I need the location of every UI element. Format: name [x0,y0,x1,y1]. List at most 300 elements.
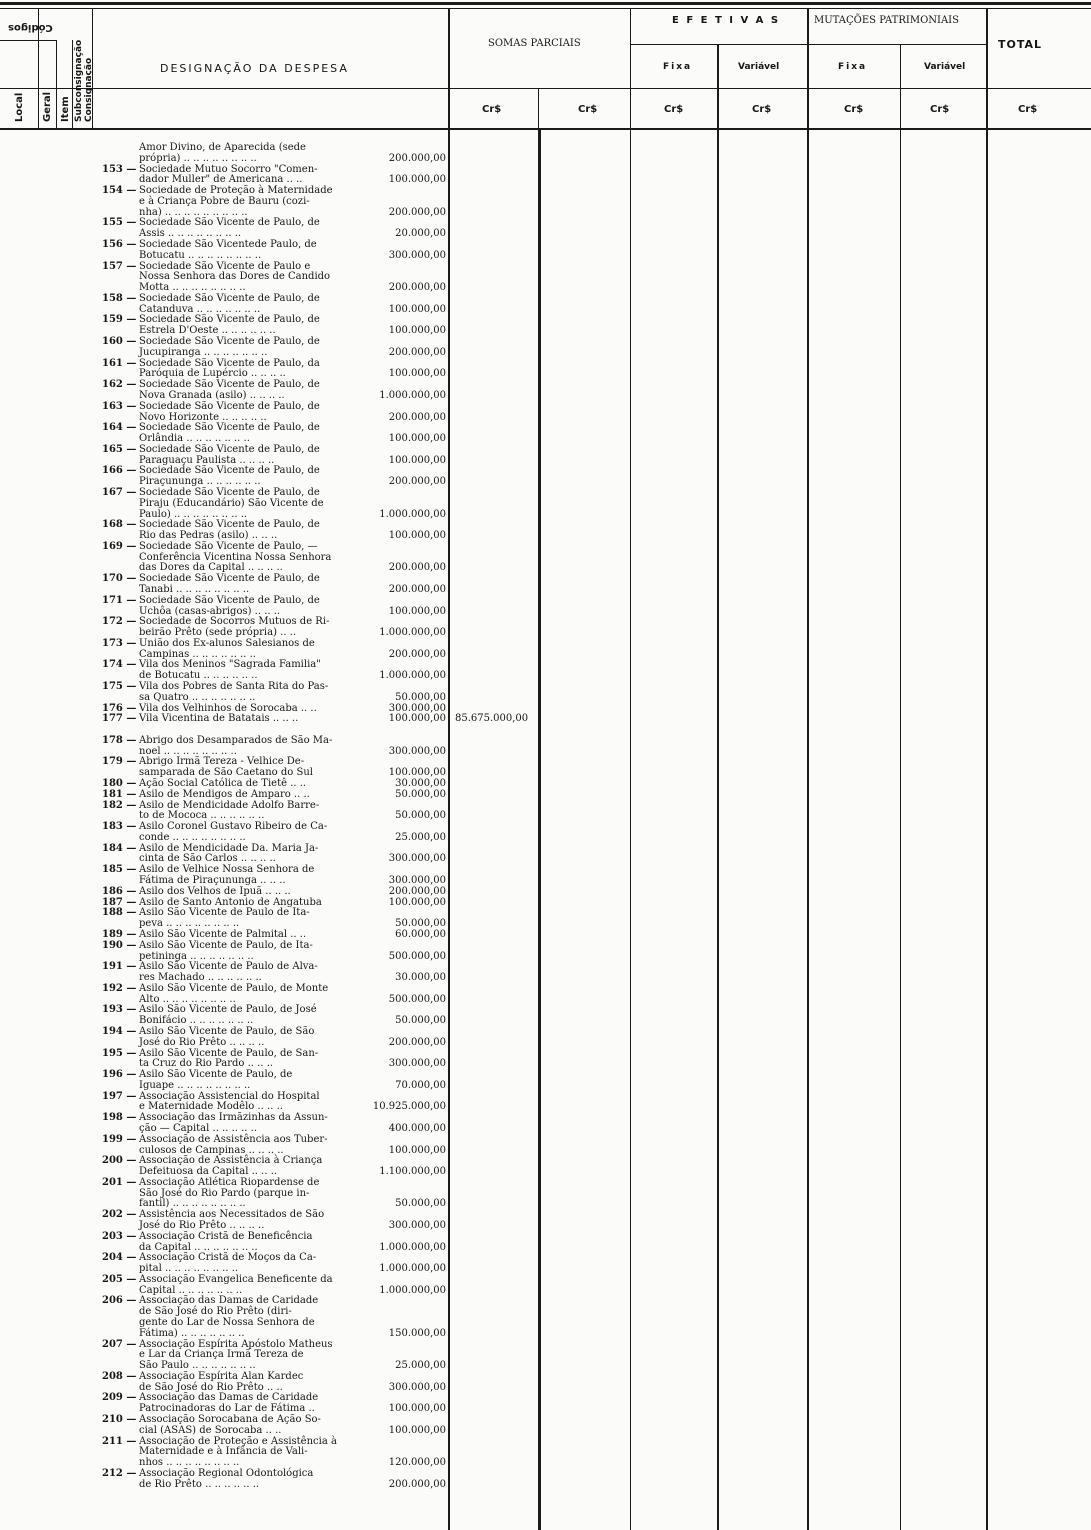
expense-line [102,477,372,487]
expense-description: Nova Granada (asilo) .. .. .. .. [139,390,285,401]
item-header: Item [60,96,71,122]
expense-value: 500.000,00 [388,994,446,1005]
expense-line [102,1469,372,1479]
expense-value: 100.000,00 [388,325,446,336]
expense-description: Asilo de Velhice Nossa Senhora de [139,864,315,875]
expense-description: Sociedade São Vicente de Paulo, de [139,401,320,412]
item-number: 156 — [102,239,137,250]
expense-value: 200.000,00 [388,153,446,164]
expense-value: 300.000,00 [388,1220,446,1231]
expense-description: de São José do Rio Prêto (diri- [139,1306,292,1317]
expense-description: Asilo de Mendicidade Da. Maria Ja- [139,843,319,854]
subheader-rule [0,88,1091,89]
expense-description: pital .. .. .. .. .. .. .. .. [139,1263,239,1274]
expense-line [102,811,372,821]
expense-line [102,984,372,994]
partial-sum: 85.675.000,00 [455,713,529,724]
designacao-header: DESIGNAÇÃO DA DESPESA [160,62,349,75]
expense-value: 50.000,00 [395,810,446,821]
expense-line [102,822,372,832]
expense-value: 150.000,00 [388,1328,446,1339]
expense-description: Associação Espírita Alan Kardec [139,1371,304,1382]
expense-value: 200.000,00 [388,584,446,595]
expense-line [102,1329,372,1339]
item-number: 210 — [102,1414,137,1425]
expense-description: Sociedade São Vicente de Paulo, de [139,314,320,325]
expense-line [102,757,372,767]
expense-line [102,1275,372,1285]
expense-line [102,585,372,595]
item-number: 167 — [102,487,137,498]
expense-line [102,1393,372,1403]
item-number: 176 — [102,703,137,714]
expense-value: 1.000.000,00 [379,390,446,401]
local-header: Local [14,92,25,122]
expense-description: Associação Sorocabana de Ação So- [139,1414,321,1425]
expense-description: sa Quatro .. .. .. .. .. .. .. [139,692,256,703]
expense-value: 200.000,00 [388,412,446,423]
expense-value: 200.000,00 [388,649,446,660]
expense-line [102,628,372,638]
expense-description: São José do Rio Pardo (parque in- [139,1188,310,1199]
expense-description: Ação Social Católica de Tietê .. .. [139,778,307,789]
item-number: 202 — [102,1209,137,1220]
expense-line [102,833,372,843]
expense-line [102,434,372,444]
expense-value: 300.000,00 [388,1382,446,1393]
expense-description: Motta .. .. .. .. .. .. .. .. [139,282,246,293]
expense-line [102,725,372,735]
expense-line [102,369,372,379]
expense-description: Asilo São Vicente de Paulo, de São [139,1026,315,1037]
expense-line [102,973,372,983]
expense-value: 500.000,00 [388,951,446,962]
item-number: 197 — [102,1091,137,1102]
expense-description: Uchôa (casas-abrigos) .. .. .. [139,606,281,617]
expense-description: de Botucatu .. .. .. .. .. .. [139,670,258,681]
item-number: 154 — [102,185,137,196]
item-number: 165 — [102,444,137,455]
expense-description: Sociedade São Vicente de Paulo, de [139,465,320,476]
expense-description: Asilo São Vicente de Paulo, de José [139,1004,317,1015]
expense-description: Rio das Pedras (asilo) .. .. .. [139,530,278,541]
item-number: 207 — [102,1339,137,1350]
expense-line [102,887,372,897]
expense-line [102,865,372,875]
expense-description: e Lar da Criança Irmã Tereza de [139,1349,304,1360]
expense-description: Associação Cristã de Moços da Ca- [139,1252,317,1263]
item-number: 153 — [102,164,137,175]
expense-value: 100.000,00 [388,368,446,379]
expense-value: 100.000,00 [388,897,446,908]
col-rule-efetivas [630,8,631,1530]
expense-line [102,326,372,336]
expense-line [102,1167,372,1177]
expense-line [102,1458,372,1468]
expense-description: Sociedade São Vicente de Paulo, de [139,595,320,606]
expense-line [102,542,372,552]
expense-description: da Capital .. .. .. .. .. .. .. [139,1242,258,1253]
expense-line [102,617,372,627]
expense-description: Iguape .. .. .. .. .. .. .. .. [139,1080,251,1091]
expense-description: Asilo de Mendigos de Amparo .. .. [139,789,310,800]
expense-description: cinta de São Carlos .. .. .. .. [139,853,276,864]
expense-line [102,402,372,412]
expense-line [102,240,372,250]
expense-line [102,1318,372,1328]
expense-value: 1.000.000,00 [379,1242,446,1253]
currency-variavel: Cr$ [752,104,772,115]
expense-line [102,1102,372,1112]
expense-line [102,531,372,541]
item-number: 186 — [102,886,137,897]
expense-description: peva .. .. .. .. .. .. .. .. [139,918,240,929]
expense-line [102,1307,372,1317]
expense-description: culosos de Campinas .. .. .. .. [139,1145,284,1156]
expense-description: Vila dos Meninos "Sagrada Familia" [139,659,321,670]
item-number: 191 — [102,961,137,972]
currency-variavel-2: Cr$ [930,104,950,115]
expense-description: União dos Ex-alunos Salesianos de [139,638,315,649]
item-number: 166 — [102,465,137,476]
expense-description: Asilo São Vicente de Paulo, de Monte [139,983,329,994]
expense-description: Asilo São Vicente de Paulo de Ita- [139,907,310,918]
codigos-header: Códigos [8,22,53,33]
expense-line [102,499,372,509]
col-rule-fixa [717,44,719,1530]
expense-description: nhos .. .. .. .. .. .. .. .. [139,1457,240,1468]
expense-description: Sociedade São Vicente de Paulo, de [139,573,320,584]
expense-value: 200.000,00 [388,562,446,573]
expense-line [102,1264,372,1274]
consignacao-header: Consignação [84,57,94,122]
expense-line [102,218,372,228]
expense-line [102,251,372,261]
expense-value: 300.000,00 [388,746,446,757]
item-number: 159 — [102,314,137,325]
top-rule-thin [0,8,1091,9]
expense-description: ção — Capital .. .. .. .. .. [139,1123,258,1134]
expense-description: Associação Atlética Riopardense de [139,1177,320,1188]
expense-description: samparada de São Caetano do Sul [139,767,313,778]
expense-line [102,1447,372,1457]
expense-line [102,779,372,789]
expense-description: própria) .. .. .. .. .. .. .. .. [139,153,257,164]
expense-description: Orlândia .. .. .. .. .. .. .. [139,433,250,444]
expense-line [102,876,372,886]
expense-description: Sociedade São Vicente de Paulo, de [139,336,320,347]
expense-line [102,1426,372,1436]
expense-description: José do Rio Prêto .. .. .. .. [139,1037,265,1048]
expense-line [102,488,372,498]
item-number: 173 — [102,638,137,649]
col-rule [72,40,73,130]
mutacoes-header: MUTAÇÕES PATRIMONIAIS [814,15,959,26]
expense-description: Vila dos Pobres de Santa Rita do Pas- [139,681,329,692]
item-number: 193 — [102,1004,137,1015]
expense-description: Capital .. .. .. .. .. .. .. [139,1285,243,1296]
item-number: 190 — [102,940,137,951]
expense-line [102,1124,372,1134]
item-number: 203 — [102,1231,137,1242]
expense-value: 30.000,00 [395,972,446,983]
expense-description: Associação Cristã de Beneficência [139,1231,313,1242]
expense-description: Vila Vicentina de Batatais .. .. .. [139,713,299,724]
expense-value: 100.000,00 [388,713,446,724]
expense-description: Asilo de Mendicidade Adolfo Barre- [139,800,320,811]
item-number: 198 — [102,1112,137,1123]
expense-description: Fátima de Piraçununga .. .. .. [139,875,286,886]
expense-line [102,1016,372,1026]
top-rule [0,2,1091,5]
expense-value: 100.000,00 [388,174,446,185]
expense-line [102,790,372,800]
expense-value: 25.000,00 [395,832,446,843]
expense-description: Associação das Damas de Caridade [139,1295,319,1306]
expense-line [102,1372,372,1382]
expense-description: Campinas .. .. .. .. .. .. .. [139,649,256,660]
expense-value: 100.000,00 [388,767,446,778]
expense-value: 20.000,00 [395,228,446,239]
expense-description: José do Rio Prêto .. .. .. .. [139,1220,265,1231]
item-number: 181 — [102,789,137,800]
somas-parciais-divider [538,130,541,1530]
expense-value: 100.000,00 [388,1403,446,1414]
expense-line [102,574,372,584]
expense-line [102,1296,372,1306]
expense-line [102,229,372,239]
expense-description: de Rio Prêto .. .. .. .. .. .. [139,1479,260,1490]
expense-line [102,736,372,746]
item-number: 182 — [102,800,137,811]
somas-parciais-header: SOMAS PARCIAIS [488,38,581,49]
expense-line [102,1070,372,1080]
item-number: 169 — [102,541,137,552]
item-number: 177 — [102,713,137,724]
item-number: 206 — [102,1295,137,1306]
expense-value: 1.100.000,00 [379,1166,446,1177]
expense-value: 400.000,00 [388,1123,446,1134]
expense-value: 200.000,00 [388,1037,446,1048]
expense-description: Associação das Damas de Caridade [139,1392,319,1403]
expense-line [102,1361,372,1371]
item-number: 212 — [102,1468,137,1479]
expense-description: Sociedade São Vicente de Paulo, de [139,293,320,304]
currency-fixa-2: Cr$ [844,104,864,115]
item-number: 205 — [102,1274,137,1285]
item-number: 204 — [102,1252,137,1263]
expense-description: Paulo) .. .. .. .. .. .. .. .. [139,509,248,520]
expense-line [102,423,372,433]
expense-value: 200.000,00 [388,476,446,487]
expense-value: 200.000,00 [388,1479,446,1490]
expense-line [102,563,372,573]
expense-line [102,466,372,476]
expense-line [102,186,372,196]
expense-line [102,919,372,929]
expense-value: 200.000,00 [388,886,446,897]
expense-line [102,1027,372,1037]
expense-description: Sociedade São Vicente de Paulo, da [139,358,320,369]
expense-description: gente do Lar de Nossa Senhora de [139,1317,315,1328]
item-number: 188 — [102,907,137,918]
expense-line [102,1081,372,1091]
item-number: 184 — [102,843,137,854]
item-number: 171 — [102,595,137,606]
expense-description: Assistência aos Necessitados de São [139,1209,325,1220]
expense-line [102,1038,372,1048]
expense-value: 50.000,00 [395,789,446,800]
expense-description: Associação Evangelica Beneficente da [139,1274,333,1285]
expense-value: 50.000,00 [395,1015,446,1026]
expense-line [102,854,372,864]
expense-description: Paróquia de Lupércio .. .. .. .. [139,368,286,379]
expense-value: 300.000,00 [388,875,446,886]
expense-line [102,1178,372,1188]
expense-line [102,348,372,358]
col-rule-fixa2 [900,44,901,1530]
expense-line [102,197,372,207]
expense-description: Piraçununga .. .. .. .. .. .. [139,476,261,487]
expense-description: Asilo São Vicente de Paulo de Alva- [139,961,318,972]
expense-description: e Maternidade Modêlo .. .. .. [139,1101,283,1112]
expense-description: Bonifácio .. .. .. .. .. .. .. [139,1015,254,1026]
expense-description: Asilo São Vicente de Paulo, de Ita- [139,940,313,951]
expense-line [102,1059,372,1069]
codigos-underline [0,40,56,41]
expense-line [102,962,372,972]
expense-value: 1.000.000,00 [379,509,446,520]
expense-line [102,596,372,606]
item-number: 208 — [102,1371,137,1382]
expense-line [102,1199,372,1209]
expense-line [102,520,372,530]
item-number: 200 — [102,1155,137,1166]
item-number: 155 — [102,217,137,228]
expense-value: 100.000,00 [388,530,446,541]
expense-description: noel .. .. .. .. .. .. .. .. [139,746,237,757]
expense-line [102,1415,372,1425]
expense-value: 100.000,00 [388,606,446,617]
expense-description: Sociedade Mutuo Socorro "Comen- [139,164,318,175]
expense-description: Patrocinadoras do Lar de Fátima .. [139,1403,315,1414]
expense-description: Associação de Assistência à Criança [139,1155,323,1166]
item-number: 183 — [102,821,137,832]
expense-description: conde .. .. .. .. .. .. .. .. [139,832,246,843]
expense-description: nha) .. .. .. .. .. .. .. .. .. [139,207,248,218]
expense-description: Paraguaçu Paulista .. .. .. .. [139,455,275,466]
expense-line [102,1480,372,1490]
expense-value: 300.000,00 [388,853,446,864]
expense-line [102,391,372,401]
col-rule-designacao [448,8,450,1530]
expense-line [102,143,372,153]
expense-value: 120.000,00 [388,1457,446,1468]
expense-line [102,1156,372,1166]
expense-line [102,1210,372,1220]
item-number: 170 — [102,573,137,584]
expense-description: Associação Regional Odontológica [139,1468,314,1479]
expense-line [102,941,372,951]
col-rule-mutacoes [807,8,809,1530]
expense-description: Asilo São Vicente de Paulo, de San- [139,1048,319,1059]
expense-description: Associação das Irmãzinhas da Assun- [139,1112,328,1123]
expense-line [102,1135,372,1145]
expense-description: Nossa Senhora das Dores de Candido [139,271,331,282]
expense-line [102,714,372,724]
expense-description: Associação de Assistência aos Tuber- [139,1134,328,1145]
expense-description: Sociedade de Socorros Mutuos de Ri- [139,616,330,627]
expense-description: dador Muller" de Americana .. .. [139,174,303,185]
expense-line [102,1350,372,1360]
expense-line [102,1005,372,1015]
expense-line [102,1113,372,1123]
expense-description: Sociedade São Vicente de Paulo, — [139,541,318,552]
expense-value: 300.000,00 [388,1058,446,1069]
expense-description: das Dores da Capital .. .. .. .. [139,562,283,573]
expense-description: Sociedade São Vicente de Paulo, de [139,217,320,228]
expense-line [102,337,372,347]
item-number: 185 — [102,864,137,875]
item-number: 195 — [102,1048,137,1059]
expense-value: 200.000,00 [388,207,446,218]
expense-description: Alto .. .. .. .. .. .. .. .. [139,994,236,1005]
col-rule-total [986,8,988,1530]
expense-value: 30.000,00 [395,778,446,789]
item-number: 199 — [102,1134,137,1145]
expense-description: Sociedade São Vicente de Paulo, de [139,379,320,390]
currency-fixa: Cr$ [664,104,684,115]
expense-value: 100.000,00 [388,1425,446,1436]
item-number: 168 — [102,519,137,530]
expense-description: fantil) .. .. .. .. .. .. .. .. [139,1198,246,1209]
expense-line [102,1404,372,1414]
expense-value: 50.000,00 [395,692,446,703]
expense-description: e à Criança Pobre de Bauru (cozi- [139,196,310,207]
expense-description: Sociedade São Vicente de Paulo e [139,261,311,272]
item-number: 209 — [102,1392,137,1403]
expense-description: Asilo São Vicente de Palmital .. .. [139,929,307,940]
variavel-header-2: Variável [924,62,966,72]
geral-header: Geral [42,91,53,122]
expense-description: Defeituosa da Capital .. .. .. [139,1166,278,1177]
item-number: 160 — [102,336,137,347]
expense-value: 1.000.000,00 [379,1263,446,1274]
header-bottom-rule [0,128,1091,130]
item-number: 196 — [102,1069,137,1080]
item-number: 157 — [102,261,137,272]
expense-value: 300.000,00 [388,250,446,261]
expense-description: to de Mococa .. .. .. .. .. .. [139,810,265,821]
expense-line [102,682,372,692]
expense-value: 100.000,00 [388,455,446,466]
expense-value: 1.000.000,00 [379,670,446,681]
total-header: TOTAL [998,38,1043,51]
expense-value: 50.000,00 [395,918,446,929]
expense-line [102,908,372,918]
item-number: 194 — [102,1026,137,1037]
item-number: 163 — [102,401,137,412]
expense-description: Maternidade e à Infância de Vali- [139,1446,308,1457]
expense-description: Novo Horizonte .. .. .. .. .. [139,412,267,423]
expense-description: Associação de Proteção e Assistência à [139,1436,337,1447]
expense-line [102,445,372,455]
expense-value: 200.000,00 [388,347,446,358]
expense-description: Associação Espírita Apóstolo Matheus [139,1339,333,1350]
expense-description: de São José do Rio Prêto .. .. [139,1382,283,1393]
item-number: 162 — [102,379,137,390]
expense-description: Abrigo dos Desamparados de São Ma- [139,735,333,746]
